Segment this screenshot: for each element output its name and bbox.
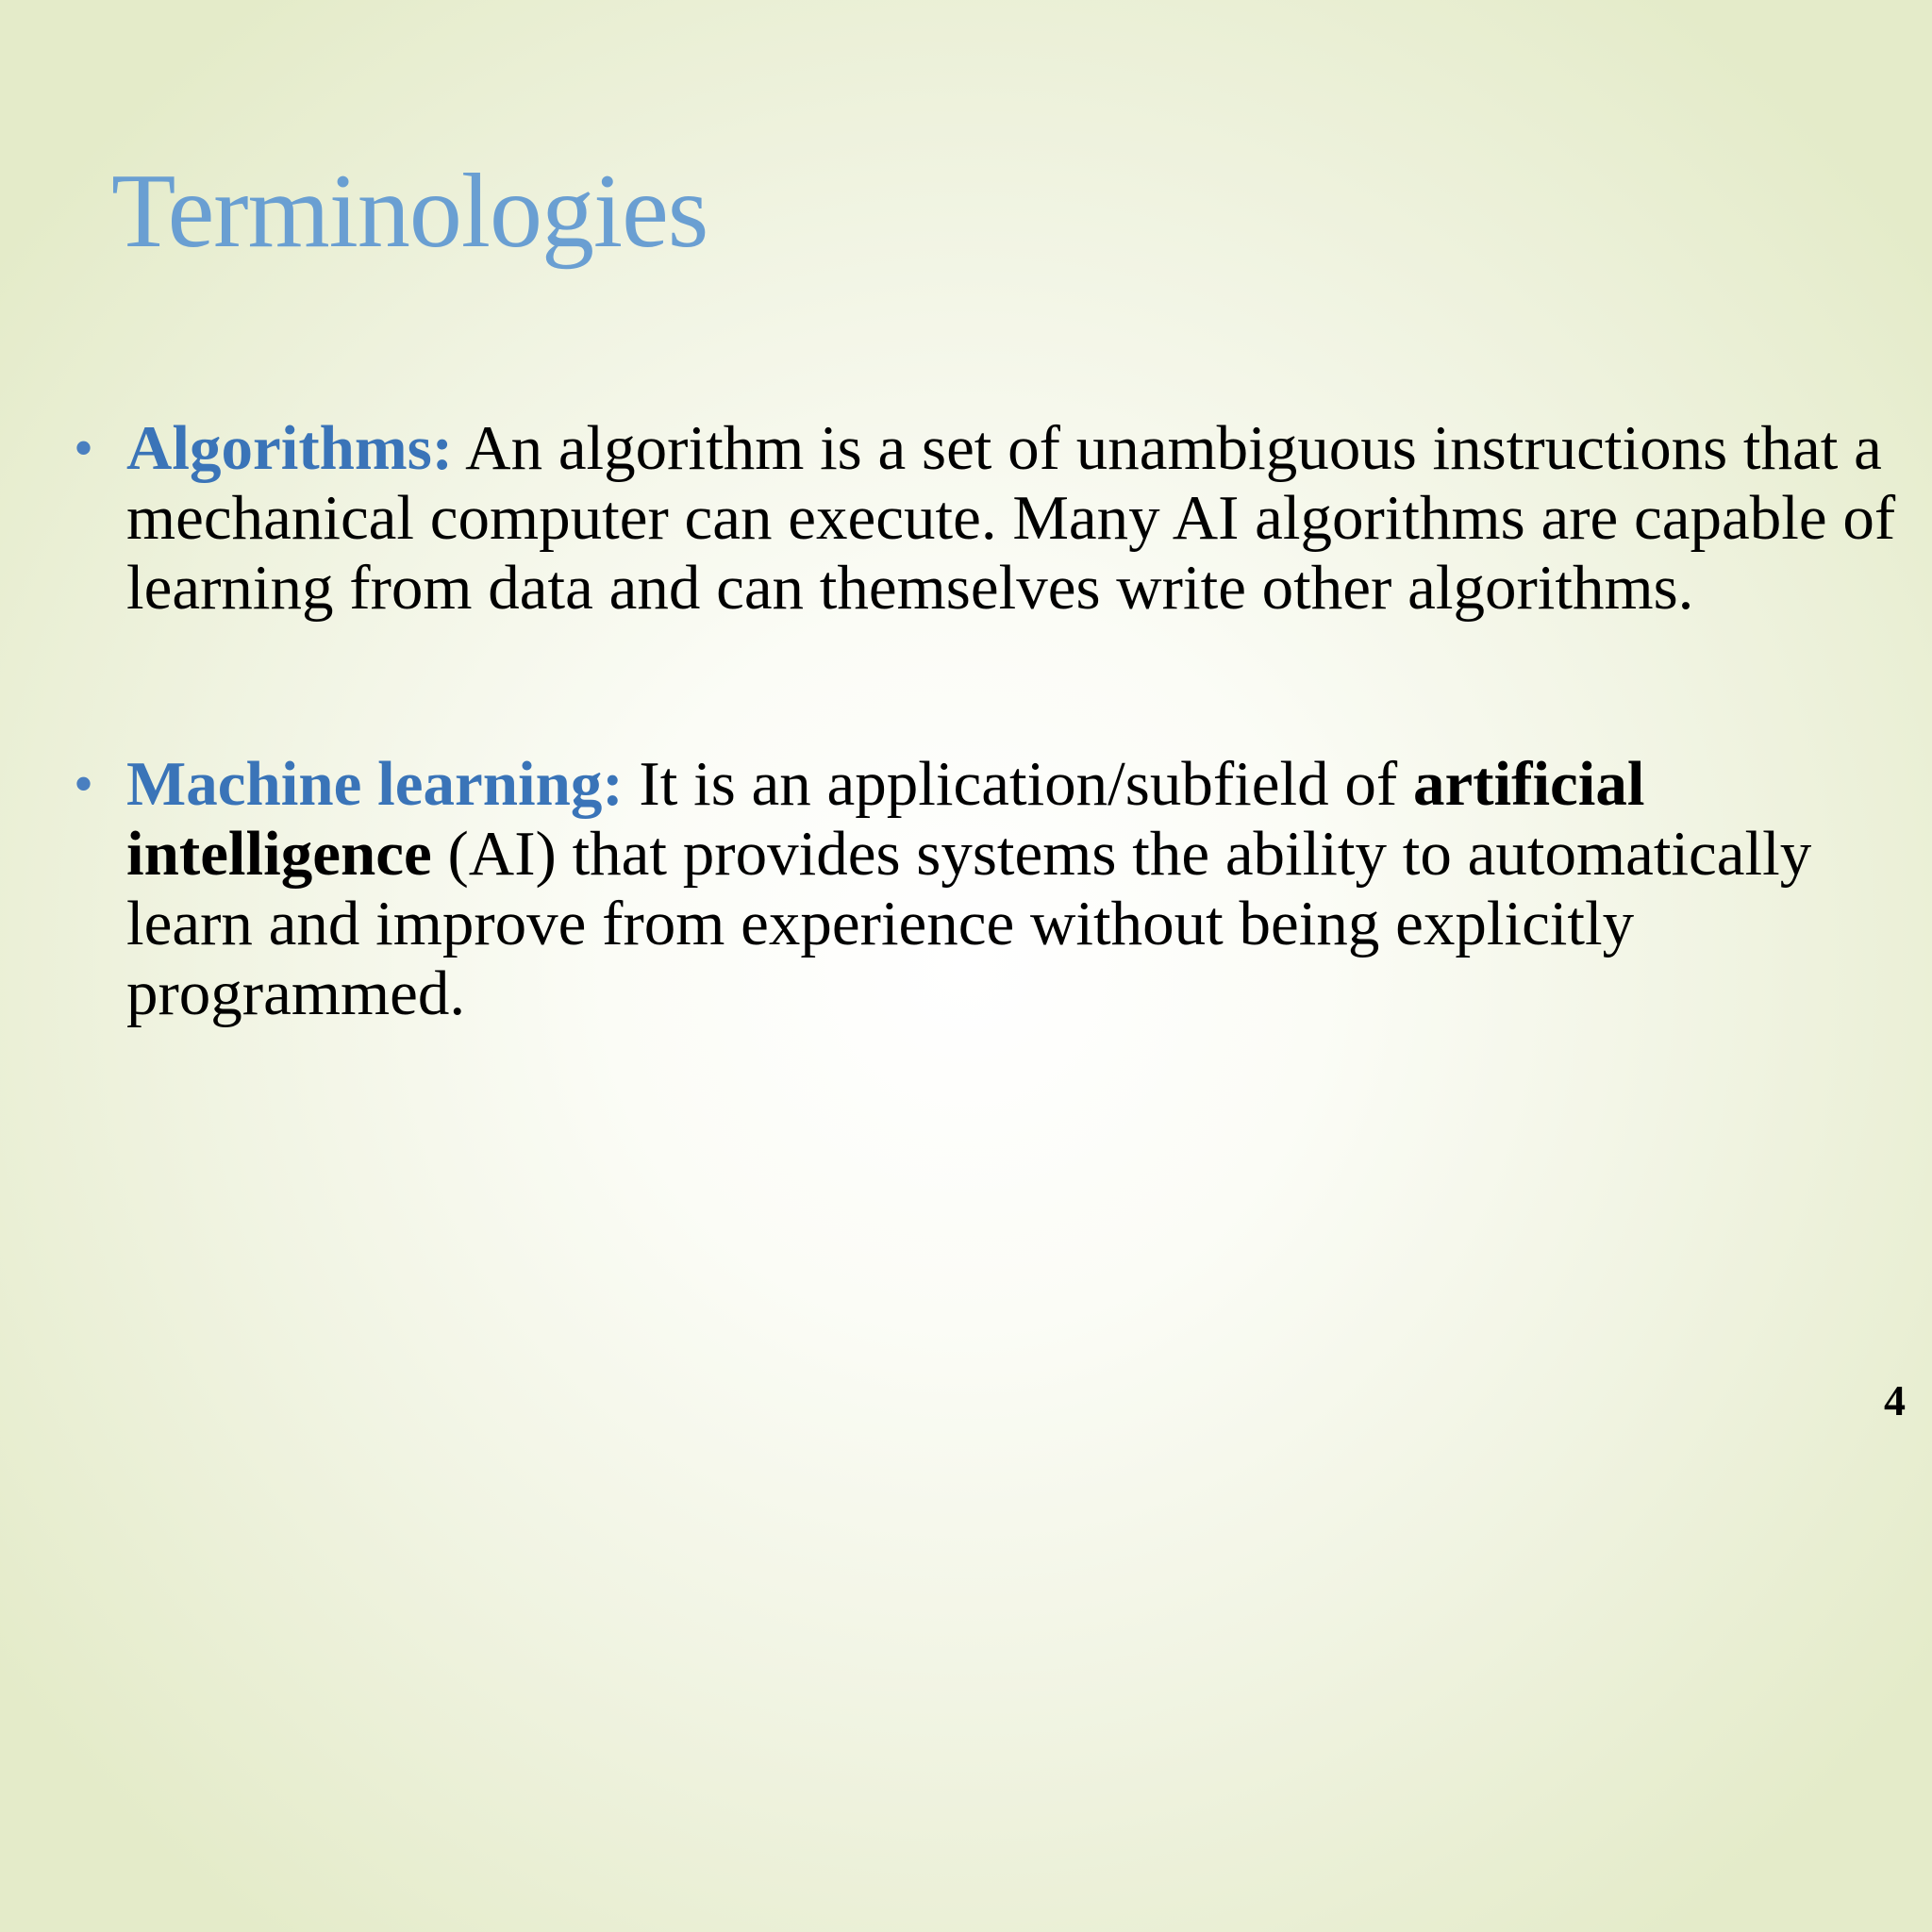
definition-algorithms: An algorithm is a set of unambiguous instructions that a mechanical computer can execute. Many AI algorithms are capable of learning from data and can themselves write other algorithms.: [126, 413, 1896, 623]
bold-phrase-artificial-intelligence: artificial intelligence: [126, 749, 1645, 889]
bullet-algorithms: [74, 413, 1904, 623]
bullet-dot-icon: •: [74, 753, 94, 815]
term-machine-learning: Machine learning:: [126, 749, 624, 819]
definition-machine-learning-part-2: (AI) that provides systems the ability to automatically learn and improve from experience without being explicitly programmed.: [126, 819, 1812, 1028]
definition-machine-learning-part-1: It is an application/subfield of: [623, 749, 1413, 819]
bullet-dot-icon: •: [74, 417, 94, 479]
term-algorithms: Algorithms:: [126, 413, 454, 483]
bullet-machine-learning: [74, 749, 1904, 1028]
slide-title: Terminologies: [111, 153, 708, 270]
page-number: 4: [1884, 1376, 1906, 1424]
bullet-list: [74, 413, 1904, 1028]
